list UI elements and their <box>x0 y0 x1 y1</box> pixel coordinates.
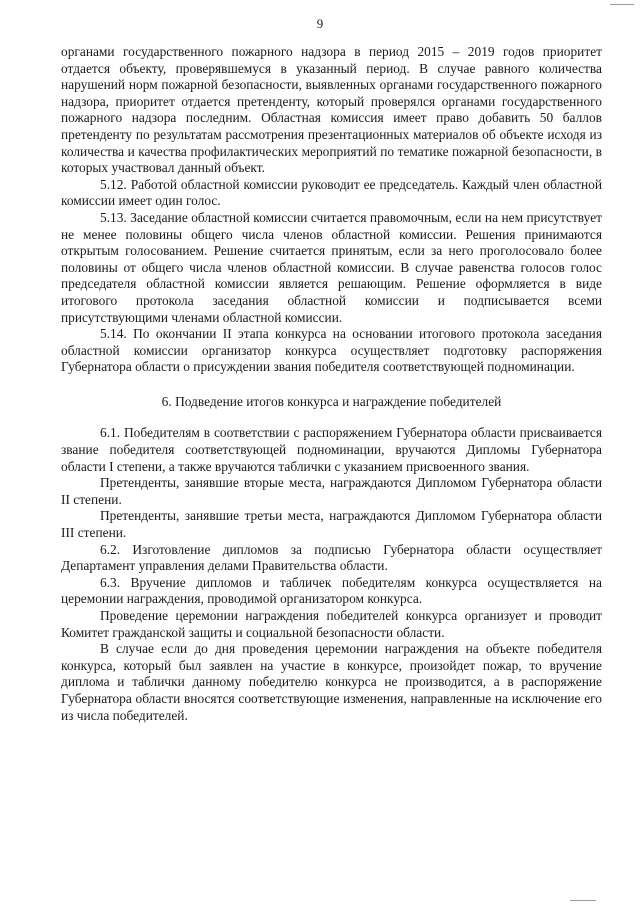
paragraph-5-12: 5.12. Работой областной комиссии руководит ее председатель. Каждый член областной комиссии имеет один голос. <box>61 176 602 209</box>
document-body <box>61 44 602 724</box>
paragraph-third-place: Претенденты, занявшие третьи места, награждаются Дипломом Губернатора области III степени. <box>61 508 602 541</box>
paragraph-fire-exclusion: В случае если до дня проведения церемонии награждения на объекте победителя конкурса, который был заявлен на участие в конкурсе, произойдет пожар, то вручение диплома и таблички данному победителю конкурса не производится, а в распоряжение Губернатора области вносятся соответствующие изменения, направленные на исключение его из числа победителей. <box>61 641 602 723</box>
paragraph-ceremony-organizer: Проведение церемонии награждения победителей конкурса организует и проводит Комитет гражданской защиты и социальной безопасности области. <box>61 608 602 640</box>
paragraph-6-2: 6.2. Изготовление дипломов за подписью Губернатора области осуществляет Департамент управления делами Правительства области. <box>61 541 602 574</box>
page-number: 9 <box>316 16 324 31</box>
paragraph-6-1: 6.1. Победителям в соответствии с распоряжением Губернатора области присваивается звание победителя соответствующей подноминации, вручаются Дипломы Губернатора области I степени, а также вручаются таблички с указанием присвоенного звания. <box>61 425 602 474</box>
paragraph-5-13: 5.13. Заседание областной комиссии считается правомочным, если на нем присутствует не менее половины общего числа членов областной комиссии. Решения принимаются открытым голосованием. Решение считается принятым, если за него проголосовало более половины от общего числа членов областной комиссии. В случае равенства голосов голос председателя областной комиссии является решающим. Решение оформляется в виде итогового протокола заседания областной комиссии и подписывается всеми присутствующими членами областной комиссии. <box>61 209 602 325</box>
paragraph-5-14: 5.14. По окончании II этапа конкурса на основании итогового протокола заседания областной комиссии организатор конкурса осуществляет подготовку распоряжения Губернатора области о присуждении звания победителя соответствующей подноминации. <box>61 326 602 375</box>
paragraph-criteria-continuation: органами государственного пожарного надзора в период 2015 – 2019 годов приоритет отдается объекту, проверявшемуся в указанный период. В случае равного количества нарушений норм пожарной безопасности, выявленных органами государственного пожарного надзора, приоритет отдается претенденту, который проверялся органами государственного пожарного надзора последним. Областная комиссия имеет право добавить 50 баллов претенденту по результатам рассмотрения презентационных материалов об объекте исходя из количества и качества профилактических мероприятий по тематике пожарной безопасности, в которых участвовал данный объект. <box>61 44 602 176</box>
scan-mark-top <box>610 4 634 5</box>
scan-mark-bottom <box>570 900 596 901</box>
section-heading: 6. Подведение итогов конкурса и награждение победителей <box>161 393 502 409</box>
paragraph-second-place: Претенденты, занявшие вторые места, награждаются Дипломом Губернатора области II степени. <box>61 475 602 507</box>
paragraph-6-3: 6.3. Вручение дипломов и табличек победителям конкурса осуществляется на церемонии награждения, проводимой организатором конкурса. <box>61 574 602 607</box>
